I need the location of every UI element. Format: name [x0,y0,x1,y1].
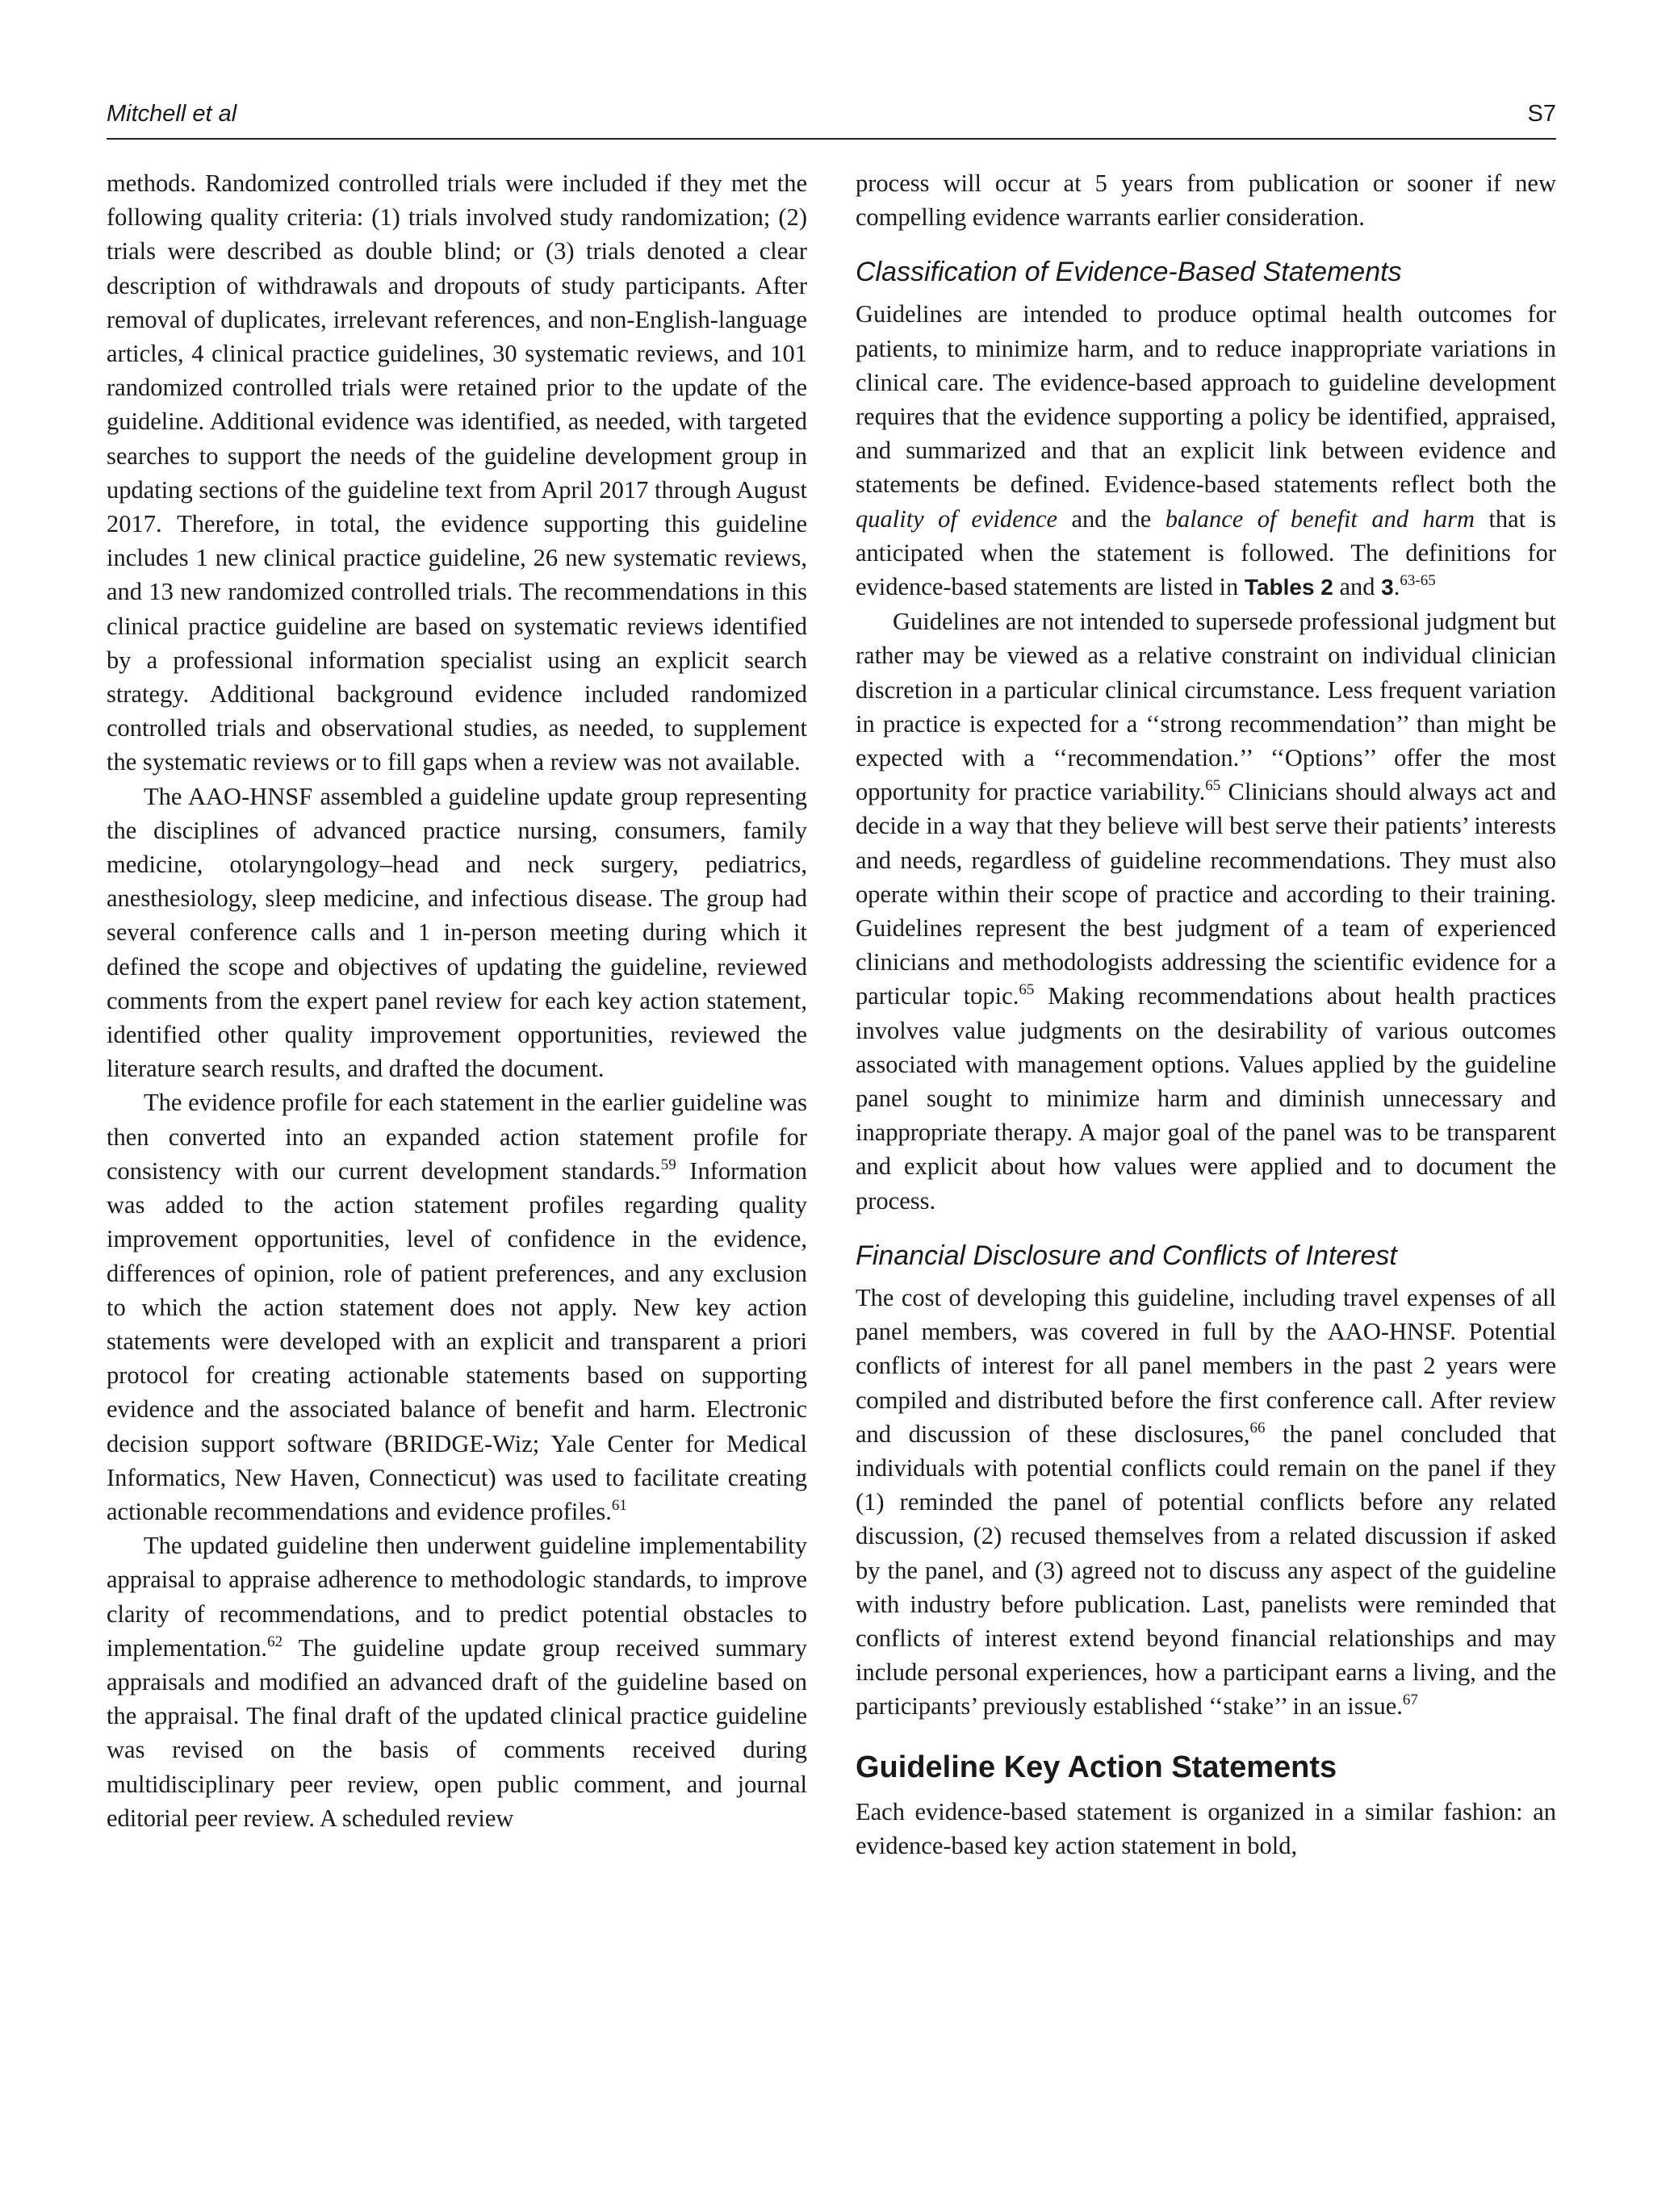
table-link[interactable]: Tables 2 [1244,575,1333,600]
paragraph-implementability: The updated guideline then underwent guideline implementability appraisal to appraise adherence to methodologic standards, to improve clarity of recommendations, and to predict potential obstacles to implementation.$^{62}$ The guideline update group received summary appraisals and modified an advanced draft of the guideline based on the appraisal. The final draft of the updated clinical practice guideline was revised on the basis of comments received during multidisciplinary peer review, open public comment, and journal editorial peer review. A scheduled review [107,1532,807,1832]
paragraph-methods: methods. Randomized controlled trials were included if they met the following quality criteria: (1) trials involved study randomization; (2) trials were described as double blind; or (3) trials denoted a clear description of withdrawals and dropouts of study participants. After removal of duplicates, irrelevant references, and non-English-language articles, 4 clinical practice guidelines, 30 systematic reviews, and 101 randomized controlled trials were retained prior to the update of the guideline. Additional evidence was identified, as needed, with targeted searches to support the needs of the guideline development group in updating sections of the guideline text from April 2017 through August 2017. Therefore, in total, the evidence supporting this guideline includes 1 new clinical practice guideline, 26 new systematic reviews, and 13 new randomized controlled trials. The recommendations in this clinical practice guideline are based on systematic reviews identified by a professional information specialist using an explicit search strategy. Additional background evidence included randomized controlled trials and observational studies, as needed, to supplement the systematic reviews or to fill gaps when a review was not available. [107,169,807,776]
citation-ref: 65 [1019,981,1035,999]
left-column [107,166,807,2119]
heading-classification: Classification of Evidence-Based Statements [856,257,1402,288]
right-column [856,166,1556,2119]
citation-ref: 63-65 [1400,572,1436,590]
paragraph-key-action: Each evidence-based statement is organized in a similar fashion: an evidence-based key action statement in bold, [856,1797,1556,1859]
paragraph-update-group: The AAO-HNSF assembled a guideline update group representing the disciplines of advanced practice nursing, consumers, family medicine, otolaryngology–head and neck surgery, pediatrics, anesthesiology, sleep medicine, and infectious disease. The group had several conference calls and 1 in-person meeting during which it defined the scope and objectives of updating the guideline, reviewed comments from the expert panel review for each key action statement, identified other quality improvement opportunities, reviewed the literature search results, and drafted the document. [107,782,807,1083]
citation-ref: 61 [611,1496,627,1514]
page-header [107,94,1556,140]
citation-ref: 62 [267,1633,283,1650]
citation-ref: 59 [660,1156,676,1173]
citation-ref: 66 [1249,1419,1266,1436]
citation-ref: 65 [1205,777,1221,795]
paragraph-review-process: process will occur at 5 years from publication or sooner if new compelling evidence warrants earlier consideration. [856,169,1556,232]
table-link[interactable]: 3 [1381,575,1394,600]
citation-ref: 67 [1402,1691,1418,1709]
heading-disclosure: Financial Disclosure and Conflicts of Interest [856,1240,1397,1271]
paragraph-evidence-profile: The evidence profile for each statement in the earlier guideline was then converted into an expanded action statement profile for consistency with our current development standards.$^{59}$ Information was added to the action statement profiles regarding quality improvement opportunities, level of confidence in the evidence, differences of opinion, role of patient preferences, and any exclusion to which the action statement does not apply. New key action statements were developed with an explicit and transparent a priori protocol for creating actionable statements based on supporting evidence and the associated balance of benefit and harm. Electronic decision support software (BRIDGE-Wiz; Yale Center for Medical Informatics, New Haven, Connecticut) was used to facilitate creating actionable recommendations and evidence profiles.$^{61}$ [107,1089,807,1525]
heading-key-action-statements: Guideline Key Action Statements [856,1750,1337,1784]
paragraph-classification: Guidelines are intended to produce optimal health outcomes for patients, to minimize harm, and to reduce inappropriate variations in clinical care. The evidence-based approach to guideline development requires that the evidence supporting a policy be identified, appraised, and summarized and that an explicit link between evidence and statements be defined. Evidence-based statements reflect both the quality of evidence and the balance of benefit and harm that is anticipated when the statement is followed. The definitions for evidence-based statements are listed in Tables 2 and 3.$^{63-65}$ [856,300,1556,601]
running-head: Mitchell et al [107,101,237,127]
paragraph-disclosure: The cost of developing this guideline, including travel expenses of all panel members, was covered in full by the AAO-HNSF. Potential conflicts of interest for all panel members in the past 2 years were compiled and distributed before the first conference call. After review and discussion of these disclosures,$^{66}$ the panel concluded that individuals with potential conflicts could remain on the panel if they (1) reminded the panel of potential conflicts before any related discussion, (2) recused themselves from a related discussion if asked by the panel, and (3) agreed not to discuss any aspect of the guideline with industry before publication. Last, panelists were reminded that conflicts of interest extend beyond financial relationships and may include personal experiences, how a participant earns a living, and the participants’ previously established ‘‘stake’’ in an issue.$^{67}$ [856,1283,1556,1721]
paragraph-judgment: Guidelines are not intended to supersede professional judgment but rather may be viewed as a relative constraint on individual clinician discretion in a particular clinical circumstance. Less frequent variation in practice is expected for a ‘‘strong recommendation’’ than might be expected with a ‘‘recommendation.’’ ‘‘Options’’ offer the most opportunity for practice variability.$^{65}$ Clinicians should always act and decide in a way that they believe will best serve their patients’ interests and needs, regardless of guideline recommendations. They must also operate within their scope of practice and according to their training. Guidelines represent the best judgment of a team of experienced clinicians and methodologists addressing the scientific evidence for a particular topic.$^{65}$ Making recommendations about health practices involves value judgments on the desirability of various outcomes associated with management options. Values applied by the guideline panel sought to minimize harm and diminish unnecessary and inappropriate therapy. A major goal of the panel was to be transparent and explicit about how values were applied and to document the process. [856,608,1556,1215]
page-number: S7 [1527,101,1556,127]
